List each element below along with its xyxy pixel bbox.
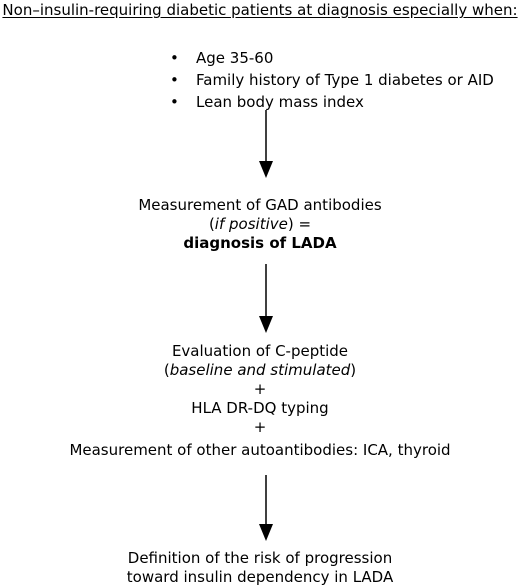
insulin-dependency-text: toward insulin dependency in LADA <box>126 568 394 586</box>
arrow-2 <box>259 264 273 333</box>
criteria-item: • Age 35-60 <box>170 49 274 67</box>
if-positive-text: (if positive) = <box>208 215 312 233</box>
baseline-stimulated-text: (baseline and stimulated) <box>163 361 357 379</box>
bullet-icon: • <box>170 71 179 89</box>
hla-typing-text: HLA DR-DQ typing <box>191 399 329 417</box>
arrow-1 <box>259 110 273 178</box>
arrow-3 <box>259 475 273 541</box>
flowchart-heading: Non–insulin-requiring diabetic patients at diagnosis especially when: <box>2 1 518 19</box>
c-peptide-text: Evaluation of C-peptide <box>171 342 349 360</box>
criteria-item: • Family history of Type 1 diabetes or AID <box>170 71 494 89</box>
gad-measurement-text: Measurement of GAD antibodies <box>138 196 382 214</box>
autoantibodies-text: Measurement of other autoantibodies: ICA, thyroid <box>69 441 451 459</box>
bullet-icon: • <box>170 93 179 111</box>
bullet-icon: • <box>170 49 179 67</box>
lada-diagnosis-text: diagnosis of LADA <box>183 234 337 252</box>
plus-sign: + <box>253 418 267 436</box>
criteria-item: • Lean body mass index <box>170 93 364 111</box>
plus-sign: + <box>253 380 267 398</box>
risk-definition-text: Definition of the risk of progression <box>127 549 393 567</box>
